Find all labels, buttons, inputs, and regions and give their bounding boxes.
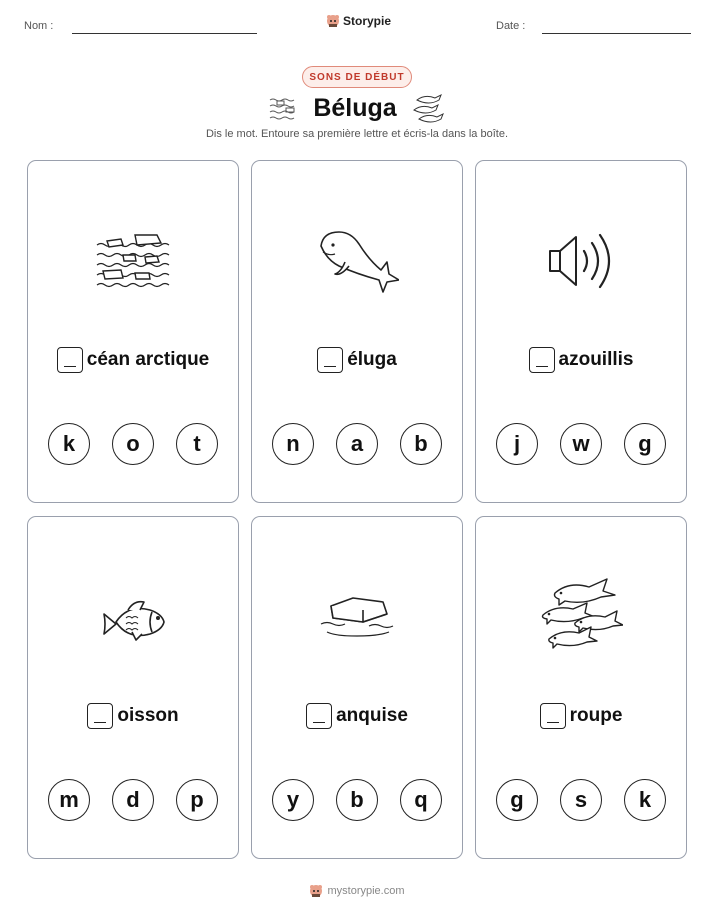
card-beluga xyxy=(251,160,463,503)
word-row xyxy=(28,703,238,729)
card-picture xyxy=(252,221,462,301)
word-row xyxy=(28,347,238,373)
letter-choice[interactable]: p xyxy=(176,779,218,821)
word-row xyxy=(476,347,686,373)
brand-logo xyxy=(326,14,391,28)
word-stem: anquise xyxy=(336,705,408,726)
speaker-icon xyxy=(546,231,616,291)
date-label: Date : xyxy=(496,20,526,32)
letter-choice[interactable]: b xyxy=(336,779,378,821)
word-stem: roupe xyxy=(569,705,623,726)
footer-url: mystorypie.com xyxy=(327,885,405,897)
letter-choice[interactable]: d xyxy=(112,779,154,821)
word-row xyxy=(252,703,462,729)
answer-box[interactable] xyxy=(57,347,83,373)
category-badge: SONS DE DÉBUT xyxy=(302,66,412,88)
word-stem: céan arctique xyxy=(86,349,210,370)
answer-box[interactable] xyxy=(540,703,566,729)
letter-choices xyxy=(28,423,238,465)
card-fish xyxy=(27,516,239,859)
word-row xyxy=(476,703,686,729)
answer-box[interactable] xyxy=(87,703,113,729)
word-stem: oisson xyxy=(117,705,179,726)
letter-choices xyxy=(252,779,462,821)
word-stem: azouillis xyxy=(558,349,634,370)
letter-choice[interactable]: o xyxy=(112,423,154,465)
card-picture xyxy=(476,577,686,657)
ice-floe-icon xyxy=(317,592,397,642)
letter-choices xyxy=(28,779,238,821)
letter-choice[interactable]: a xyxy=(336,423,378,465)
card-picture xyxy=(476,221,686,301)
letter-choices xyxy=(252,423,462,465)
beluga-icon xyxy=(315,228,399,294)
card-picture xyxy=(252,577,462,657)
name-line xyxy=(72,33,257,34)
card-sound xyxy=(475,160,687,503)
card-picture xyxy=(28,577,238,657)
date-line xyxy=(542,33,691,34)
letter-choice[interactable]: s xyxy=(560,779,602,821)
letter-choice[interactable]: m xyxy=(48,779,90,821)
brand-name: Storypie xyxy=(343,14,392,28)
letter-choice[interactable]: k xyxy=(48,423,90,465)
word-row xyxy=(252,347,462,373)
answer-box[interactable] xyxy=(306,703,332,729)
storypie-mascot-icon xyxy=(326,14,340,28)
name-label: Nom : xyxy=(24,20,54,32)
letter-choice[interactable]: q xyxy=(400,779,442,821)
letter-choice[interactable]: n xyxy=(272,423,314,465)
ice-floes-icon xyxy=(269,95,299,121)
fish-icon xyxy=(98,590,168,644)
ice-floes-icon xyxy=(95,231,171,291)
letter-choice[interactable]: g xyxy=(624,423,666,465)
card-ice-floe xyxy=(251,516,463,859)
worksheet-header xyxy=(0,14,714,40)
footer xyxy=(0,884,714,898)
card-group xyxy=(475,516,687,859)
letter-choices xyxy=(476,423,686,465)
letter-choice[interactable]: y xyxy=(272,779,314,821)
letter-choice[interactable]: k xyxy=(624,779,666,821)
letter-choice[interactable]: j xyxy=(496,423,538,465)
word-stem: éluga xyxy=(347,349,397,370)
storypie-mascot-icon xyxy=(309,884,323,898)
letter-choice[interactable]: g xyxy=(496,779,538,821)
dolphin-group-icon xyxy=(539,577,623,657)
letter-choice[interactable]: t xyxy=(176,423,218,465)
letter-choice[interactable]: b xyxy=(400,423,442,465)
card-picture xyxy=(28,221,238,301)
instructions: Dis le mot. Entoure sa première lettre et écris-la dans la boîte. xyxy=(205,128,509,140)
answer-box[interactable] xyxy=(317,347,343,373)
dolphin-group-icon xyxy=(411,92,445,124)
letter-choices xyxy=(476,779,686,821)
title-row xyxy=(0,90,714,126)
card-ocean xyxy=(27,160,239,503)
letter-choice[interactable]: w xyxy=(560,423,602,465)
worksheet-title: Béluga xyxy=(313,93,397,122)
answer-box[interactable] xyxy=(529,347,555,373)
